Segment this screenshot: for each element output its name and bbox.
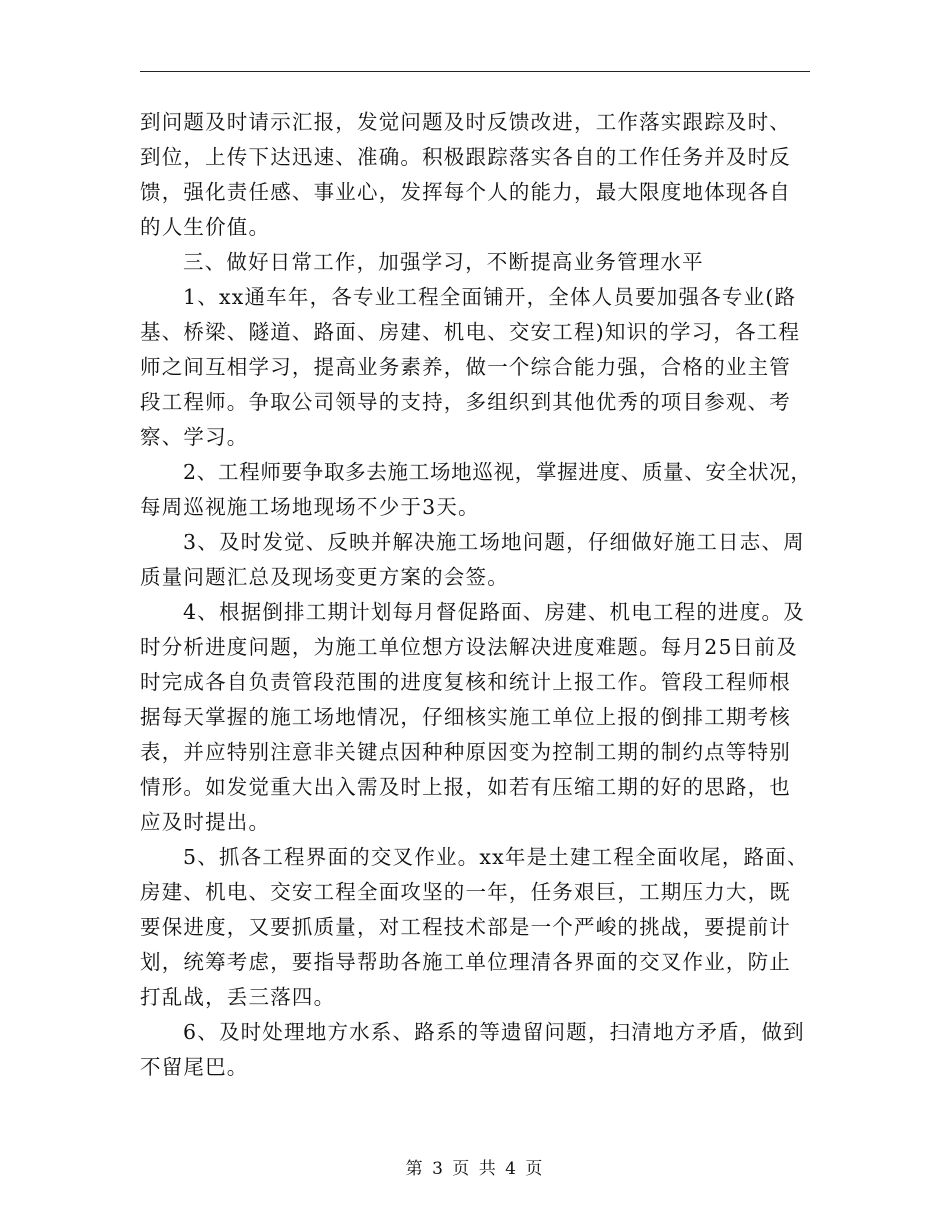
- text-line: 质量问题汇总及现场变更方案的会签。: [140, 565, 509, 589]
- text-line: 2、工程师要争取多去施工场地巡视，掌握进度、质量、安全状况，: [183, 460, 812, 484]
- text-line: 不留尾巴。: [140, 1055, 249, 1079]
- text-line: 据每天掌握的施工场地情况，仔细核实施工单位上报的倒排工期考核: [140, 705, 791, 729]
- text-line: 段工程师。争取公司领导的支持，多组织到其他优秀的项目参观、考: [140, 390, 791, 414]
- header-rule: [140, 71, 810, 72]
- text-line: 基、桥梁、隧道、路面、房建、机电、交安工程)知识的学习，各工程: [140, 320, 801, 344]
- text-line: 时分析进度问题，为施工单位想方设法解决进度难题。每月25日前及: [140, 635, 798, 659]
- text-line: 划，统筹考虑，要指导帮助各施工单位理清各界面的交叉作业，防止: [140, 950, 791, 974]
- text-line: 的人生价值。: [140, 215, 271, 239]
- text-line: 1、xx通车年，各专业工程全面铺开，全体人员要加强各专业(路: [183, 285, 797, 309]
- text-line: 房建、机电、交安工程全面攻坚的一年，任务艰巨，工期压力大，既: [140, 880, 791, 904]
- page-number-footer: 第 3 页 共 4 页: [405, 1159, 545, 1179]
- text-line: 表，并应特别注意非关键点因种种原因变为控制工期的制约点等特别: [140, 740, 791, 764]
- text-line: 要保进度，又要抓质量，对工程技术部是一个严峻的挑战，要提前计: [140, 915, 791, 939]
- text-line: 到位，上传下达迅速、准确。积极跟踪落实各自的工作任务并及时反: [140, 145, 791, 169]
- text-line: 馈，强化责任感、事业心，发挥每个人的能力，最大限度地体现各自: [140, 180, 791, 204]
- text-line: 每周巡视施工场地现场不少于3天。: [140, 495, 480, 519]
- text-line: 4、根据倒排工期计划每月督促路面、房建、机电工程的进度。及: [183, 600, 805, 624]
- text-line: 5、抓各工程界面的交叉作业。xx年是土建工程全面收尾，路面、: [183, 845, 809, 869]
- text-line: 3、及时发觉、反映并解决施工场地问题，仔细做好施工日志、周: [183, 530, 805, 554]
- text-line: 察、学习。: [140, 425, 249, 449]
- text-line: 时完成各自负责管段范围的进度复核和统计上报工作。管段工程师根: [140, 670, 791, 694]
- text-line: 到问题及时请示汇报，发觉问题及时反馈改进，工作落实跟踪及时、: [140, 110, 791, 134]
- text-line: 情形。如发觉重大出入需及时上报，如若有压缩工期的好的思路，也: [140, 775, 791, 799]
- text-line: 打乱战，丢三落四。: [140, 985, 336, 1009]
- text-line: 应及时提出。: [140, 810, 271, 834]
- text-line: 师之间互相学习，提高业务素养，做一个综合能力强，合格的业主管: [140, 355, 791, 379]
- section-heading: 三、做好日常工作，加强学习，不断提高业务管理水平: [183, 250, 704, 274]
- text-line: 6、及时处理地方水系、路系的等遗留问题，扫清地方矛盾，做到: [183, 1020, 805, 1044]
